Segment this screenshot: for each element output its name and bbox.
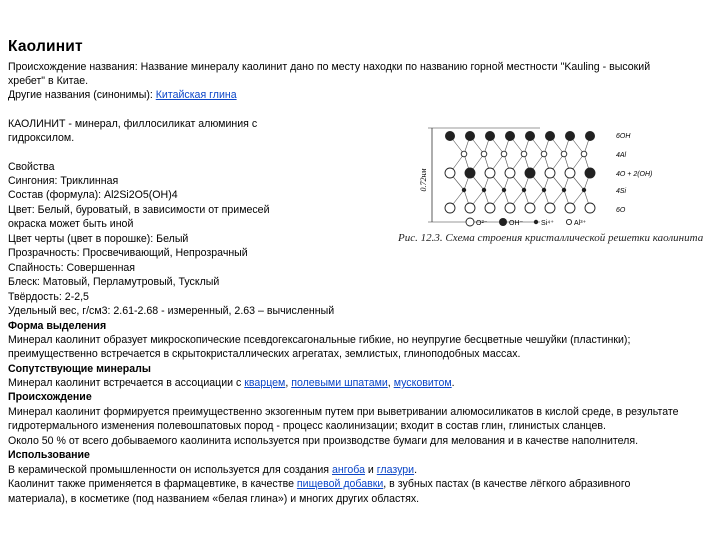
layer-label-6oh: 6OH xyxy=(616,133,631,140)
prop-formula: Состав (формула): Al2Si2O5(OH)4 xyxy=(8,189,178,201)
o-oh-atom xyxy=(565,168,575,178)
oh-top-atom xyxy=(485,131,495,141)
legend-o-label: O²⁻ xyxy=(476,220,488,227)
si-atom xyxy=(582,188,586,192)
prop-color-1: Цвет: Белый, буроватый, в зависимости от примесей xyxy=(8,204,270,216)
figure-caption: Рис. 12.3. Схема строения кристаллической решетки каолинита xyxy=(398,232,704,244)
al-atom xyxy=(481,151,487,157)
legend-si-label: Si⁴⁺ xyxy=(541,220,554,227)
usage-line-2 xyxy=(8,477,630,491)
o-bottom-atom xyxy=(485,203,495,213)
prop-syngony: Сингония: Триклинная xyxy=(8,175,119,187)
link-chinese-clay[interactable]: Китайская глина xyxy=(155,89,237,101)
o-oh-atom xyxy=(545,168,555,178)
o-bottom-atom xyxy=(465,203,475,213)
prop-cleavage: Спайность: Совершенная xyxy=(8,262,136,274)
o-oh-atom xyxy=(505,168,515,178)
properties-heading: Свойства xyxy=(8,161,55,173)
legend-oh-label: OH⁻ xyxy=(509,220,524,227)
o-bottom-atom xyxy=(565,203,575,213)
o-oh-atom xyxy=(525,168,535,178)
o-oh-atom xyxy=(485,168,495,178)
associated-sep-2: , xyxy=(387,377,394,389)
legend-al-marker xyxy=(566,219,571,224)
definition-line-1: КАОЛИНИТ - минерал, филлосиликат алюминия с xyxy=(8,118,258,130)
associated-line xyxy=(8,376,455,390)
layer-label-6o: 6O xyxy=(616,207,626,214)
usage-heading: Использование xyxy=(8,449,90,461)
legend-al-label: Al³⁺ xyxy=(574,220,587,227)
synonyms-prefix: Другие названия (синонимы): xyxy=(8,89,156,101)
form-line-2: преимущественно встречается в скрытокристаллических агрегатах, землистых, глиноподобных массах. xyxy=(8,348,521,360)
origin-line-2: хребет" в Китае. xyxy=(8,75,89,87)
document-page xyxy=(8,0,712,540)
layer-label-4si: 4Si xyxy=(616,188,627,195)
oh-top-atom xyxy=(505,131,515,141)
prop-hardness: Твёрдость: 2-2,5 xyxy=(8,291,89,303)
al-atom xyxy=(561,151,567,157)
dimension-label: 0.72нм xyxy=(419,168,428,192)
origin-section-line-3: Около 50 % от всего добываемого каолинита используется при производстве бумаги для мелования и в качестве наполнителя. xyxy=(8,435,639,447)
usage-line-1 xyxy=(8,463,417,477)
layer-label-4o-2oh: 4O + 2(OH) xyxy=(616,171,653,178)
synonyms-line xyxy=(8,88,237,102)
link-feldspars[interactable]: полевыми шпатами xyxy=(291,377,388,389)
link-muscovite[interactable]: мусковитом xyxy=(393,377,452,389)
al-atom xyxy=(521,151,527,157)
al-atom xyxy=(581,151,587,157)
link-engobe[interactable]: ангоба xyxy=(331,464,365,476)
link-glaze[interactable]: глазури xyxy=(376,464,415,476)
origin-line-1: Происхождение названия: Название минералу каолинит дано по месту находки по названию горной местности "Kauling - высокий xyxy=(8,61,651,73)
prop-color-2: окраска может быть иной xyxy=(8,218,134,230)
layer-label-4al: 4Al xyxy=(616,152,627,159)
usage-l1-mid: и xyxy=(364,464,377,476)
al-atom xyxy=(461,151,467,157)
si-atom xyxy=(562,188,566,192)
associated-sep-1: , xyxy=(285,377,292,389)
oh-top-atom xyxy=(465,131,475,141)
figure-legend xyxy=(466,218,587,227)
link-quartz[interactable]: кварцем xyxy=(244,377,286,389)
prop-luster: Блеск: Матовый, Перламутровый, Тусклый xyxy=(8,276,220,288)
usage-l1-suffix: . xyxy=(414,464,418,476)
si-atom xyxy=(462,188,466,192)
legend-oh-marker xyxy=(499,218,507,226)
origin-section-heading: Происхождение xyxy=(8,391,92,403)
o-bottom-atom xyxy=(505,203,515,213)
prop-density: Удельный вес, г/см3: 2.61-2.68 - измеренный, 2.63 – вычисленный xyxy=(8,305,335,317)
o-oh-atom xyxy=(585,168,595,178)
o-bottom-atom xyxy=(525,203,535,213)
origin-section-line-1: Минерал каолинит формируется преимущественно экзогенным путем при выветривании алюмосиликатов в кислой среде, в результате xyxy=(8,406,679,418)
usage-l1-prefix: В керамической промышленности он используется для создания xyxy=(8,464,332,476)
oh-top-atom xyxy=(585,131,595,141)
associated-prefix: Минерал каолинит встречается в ассоциации с xyxy=(8,377,245,389)
usage-l2-suffix: , в зубных пастах (в качестве лёгкого абразивного xyxy=(383,478,631,490)
oh-top-atom xyxy=(565,131,575,141)
o-oh-atom xyxy=(465,168,475,178)
al-atom xyxy=(541,151,547,157)
usage-line-3: материала), в косметике (под названием «белая глина») и многих других областях. xyxy=(8,493,420,505)
legend-si-marker xyxy=(534,220,538,224)
o-bottom-atom xyxy=(585,203,595,213)
page-title: Каолинит xyxy=(8,38,83,55)
oh-top-atom xyxy=(545,131,555,141)
al-atom xyxy=(501,151,507,157)
associated-heading: Сопутствующие минералы xyxy=(8,363,151,375)
associated-suffix: . xyxy=(451,377,455,389)
si-atom xyxy=(502,188,506,192)
form-line-1: Минерал каолинит образует микроскопические псевдогексагональные гибкие, но неупругие бесцветные чешуйки (пластинки); xyxy=(8,334,631,346)
oh-top-atom xyxy=(525,131,535,141)
o-bottom-atom xyxy=(445,203,455,213)
o-oh-atom xyxy=(445,168,455,178)
si-atom xyxy=(522,188,526,192)
form-heading: Форма выделения xyxy=(8,320,107,332)
oh-top-atom xyxy=(445,131,455,141)
prop-transparency: Прозрачность: Просвечивающий, Непрозрачный xyxy=(8,247,248,259)
o-bottom-atom xyxy=(545,203,555,213)
legend-o-marker xyxy=(466,218,474,226)
definition-line-2: гидроксилом. xyxy=(8,132,75,144)
usage-l2-prefix: Каолинит также применяется в фармацевтике, в качестве xyxy=(8,478,297,490)
origin-section-line-2: гидротермального изменения полевошпатовых пород - процесс каолинизации; входит в состав глин, глинистых сланцев. xyxy=(8,420,606,432)
link-food-additive[interactable]: пищевой добавки xyxy=(296,478,384,490)
si-atom xyxy=(482,188,486,192)
prop-streak: Цвет черты (цвет в порошке): Белый xyxy=(8,233,189,245)
si-atom xyxy=(542,188,546,192)
